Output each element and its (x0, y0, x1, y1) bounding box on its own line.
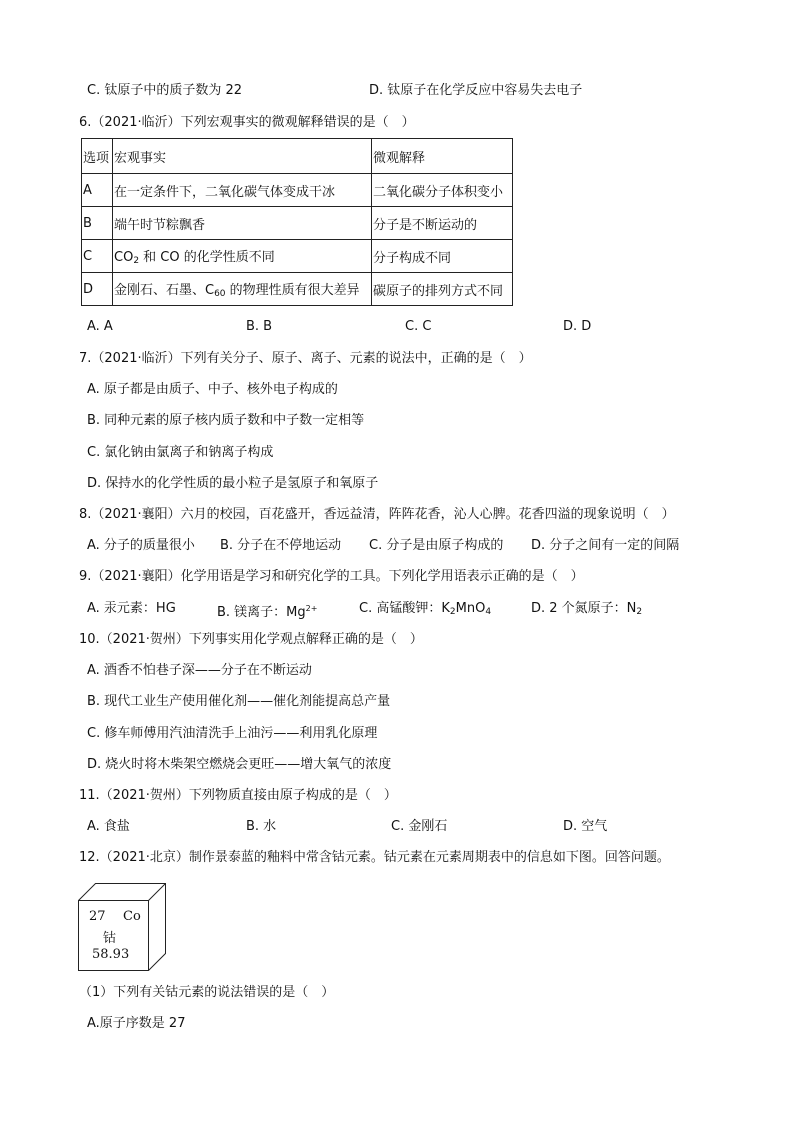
table-row (82, 174, 513, 207)
q12-sub1-stem: （1）下列有关钴元素的说法错误的是（ ） (79, 985, 335, 1000)
q9-stem: 9.（2021·襄阳）化学用语是学习和研究化学的工具。下列化学用语表示正确的是（ ） (79, 569, 584, 584)
header-option: 选项 (82, 139, 113, 174)
table-row (82, 273, 513, 306)
header-explain: 微观解释 (372, 139, 513, 174)
row-fact: 端午时节粽飘香 (113, 207, 372, 240)
row-option: A (82, 174, 113, 207)
table-row (82, 207, 513, 240)
q11-option-b: B. 水 (246, 819, 277, 834)
q8-option-d: D. 分子之间有一定的间隔 (531, 538, 680, 553)
q6-stem: 6.（2021·临沂）下列宏观事实的微观解释错误的是（ ） (79, 115, 415, 130)
row-option: B (82, 207, 113, 240)
q9-option-a: A. 汞元素：HG (87, 601, 176, 616)
q6-option-a: A. A (87, 319, 113, 334)
q5-option-c: C. 钛原子中的质子数为 22 (87, 83, 243, 98)
q11-option-c: C. 金刚石 (391, 819, 448, 834)
row-option: C (82, 240, 113, 273)
q10-option-d: D. 烧火时将木柴架空燃烧会更旺——增大氧气的浓度 (87, 757, 392, 772)
row-explain: 分子构成不同 (372, 240, 513, 273)
table-row (82, 240, 513, 273)
q9-option-d: D. 2 个氮原子：$N_2$ (531, 601, 643, 617)
element-symbol: Co (123, 909, 141, 924)
q10-option-b: B. 现代工业生产使用催化剂——催化剂能提高总产量 (87, 694, 391, 709)
q10-option-a: A. 酒香不怕巷子深——分子在不断运动 (87, 663, 312, 678)
q8-option-c: C. 分子是由原子构成的 (369, 538, 504, 553)
row-fact: 在一定条件下，二氧化碳气体变成干冰 (113, 174, 372, 207)
row-fact: $CO_2$ 和 CO 的化学性质不同 (113, 240, 372, 273)
q12-stem: 12.（2021·北京）制作景泰蓝的釉料中常含钴元素。钴元素在元素周期表中的信息如下图。回答问题。 (79, 850, 670, 865)
q7-option-c: C. 氯化钠由氯离子和钠离子构成 (87, 445, 274, 460)
q7-option-b: B. 同种元素的原子核内质子数和中子数一定相等 (87, 413, 365, 428)
q6-option-d: D. D (563, 319, 592, 334)
q6-table (81, 138, 513, 306)
row-explain: 二氧化碳分子体积变小 (372, 174, 513, 207)
q5-option-d: D. 钛原子在化学反应中容易失去电子 (369, 83, 583, 98)
row-fact: 金刚石、石墨、$C_{60}$ 的物理性质有很大差异 (113, 273, 372, 306)
header-fact: 宏观事实 (113, 139, 372, 174)
row-option: D (82, 273, 113, 306)
q10-option-c: C. 修车师傅用汽油清洗手上油污——利用乳化原理 (87, 726, 378, 741)
q6-option-c: C. C (405, 319, 432, 334)
q9-option-b: B. 镁离子：$Mg^{2+}$ (217, 604, 318, 620)
q7-stem: 7.（2021·临沂）下列有关分子、原子、离子、元素的说法中，正确的是（ ） (79, 351, 532, 366)
q8-stem: 8.（2021·襄阳）六月的校园，百花盛开，香远益清，阵阵花香，沁人心脾。花香四溢的现象说明（ ） (79, 507, 675, 522)
atomic-number: 27 (89, 909, 106, 924)
q11-stem: 11.（2021·贺州）下列物质直接由原子构成的是（ ） (79, 788, 397, 803)
q8-option-a: A. 分子的质量很小 (87, 538, 195, 553)
element-name: 钴 (103, 931, 117, 946)
q11-option-d: D. 空气 (563, 819, 608, 834)
q8-option-b: B. 分子在不停地运动 (220, 538, 342, 553)
q11-option-a: A. 食盐 (87, 819, 130, 834)
row-explain: 分子是不断运动的 (372, 207, 513, 240)
q6-option-b: B. B (246, 319, 273, 334)
q10-stem: 10.（2021·贺州）下列事实用化学观点解释正确的是（ ） (79, 632, 423, 647)
atomic-mass: 58.93 (92, 947, 130, 962)
table-header-row (82, 139, 513, 174)
q7-option-d: D. 保持水的化学性质的最小粒子是氢原子和氧原子 (87, 476, 379, 491)
q7-option-a: A. 原子都是由质子、中子、核外电子构成的 (87, 382, 338, 397)
q12-sub1-option-a: A.原子序数是 27 (87, 1016, 186, 1031)
row-explain: 碳原子的排列方式不同 (372, 273, 513, 306)
periodic-element-cell (78, 883, 168, 977)
q9-option-c: C. 高锰酸钾：$K_2MnO_4$ (359, 601, 492, 617)
